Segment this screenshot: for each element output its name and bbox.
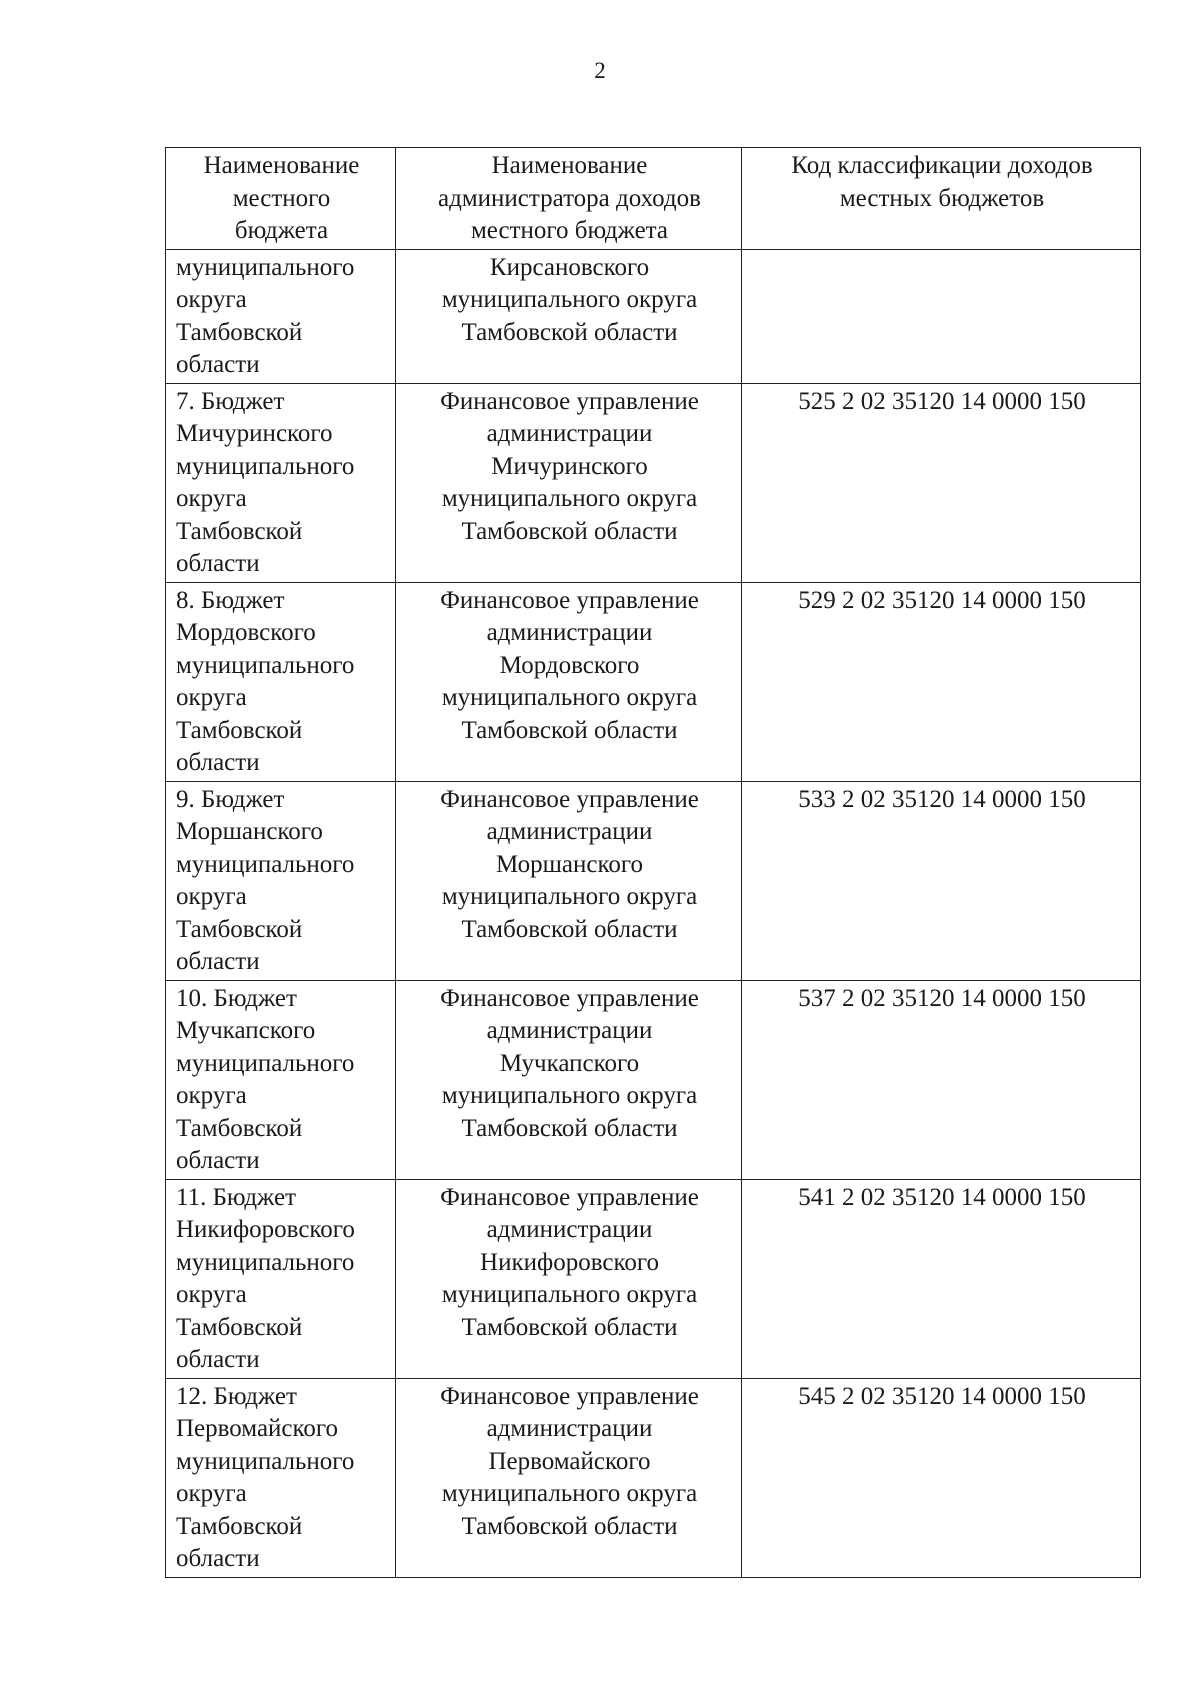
budget-name-cell: 12. Бюджет Первомайского муниципального округа Тамбовской области: [166, 1378, 396, 1577]
table-row: [166, 1378, 1141, 1577]
administrator-name-cell: Финансовое управление администрации Мичуринского муниципального округа Тамбовской области: [396, 383, 742, 582]
income-code-cell: 545 2 02 35120 14 0000 150: [742, 1378, 1141, 1577]
income-code-cell: 525 2 02 35120 14 0000 150: [742, 383, 1141, 582]
header-budget-name: Наименование местного бюджета: [166, 148, 396, 250]
income-code-cell: 537 2 02 35120 14 0000 150: [742, 980, 1141, 1179]
administrator-name-cell: Кирсановского муниципального округа Тамбовской области: [396, 249, 742, 383]
budget-income-table: [165, 147, 1141, 1578]
budget-name-cell: 7. Бюджет Мичуринского муниципального округа Тамбовской области: [166, 383, 396, 582]
table-row: [166, 249, 1141, 383]
budget-name-cell: 8. Бюджет Мордовского муниципального округа Тамбовской области: [166, 582, 396, 781]
header-administrator-name: Наименование администратора доходов местного бюджета: [396, 148, 742, 250]
administrator-name-cell: Финансовое управление администрации Мордовского муниципального округа Тамбовской области: [396, 582, 742, 781]
administrator-name-cell: Финансовое управление администрации Мучкапского муниципального округа Тамбовской области: [396, 980, 742, 1179]
table-row: [166, 582, 1141, 781]
administrator-name-cell: Финансовое управление администрации Первомайского муниципального округа Тамбовской области: [396, 1378, 742, 1577]
budget-name-cell: 10. Бюджет Мучкапского муниципального округа Тамбовской области: [166, 980, 396, 1179]
income-code-cell: [742, 249, 1141, 383]
income-code-cell: 541 2 02 35120 14 0000 150: [742, 1179, 1141, 1378]
table-row: [166, 781, 1141, 980]
table-header-row: [166, 148, 1141, 250]
header-income-code: Код классификации доходов местных бюджетов: [742, 148, 1141, 250]
table-row: [166, 980, 1141, 1179]
table-row: [166, 1179, 1141, 1378]
budget-name-cell: 11. Бюджет Никифоровского муниципального округа Тамбовской области: [166, 1179, 396, 1378]
administrator-name-cell: Финансовое управление администрации Никифоровского муниципального округа Тамбовской области: [396, 1179, 742, 1378]
budget-name-cell: муниципального округа Тамбовской области: [166, 249, 396, 383]
table-row: [166, 383, 1141, 582]
income-code-cell: 533 2 02 35120 14 0000 150: [742, 781, 1141, 980]
page-number: 2: [594, 58, 606, 83]
income-code-cell: 529 2 02 35120 14 0000 150: [742, 582, 1141, 781]
budget-name-cell: 9. Бюджет Моршанского муниципального округа Тамбовской области: [166, 781, 396, 980]
administrator-name-cell: Финансовое управление администрации Моршанского муниципального округа Тамбовской области: [396, 781, 742, 980]
